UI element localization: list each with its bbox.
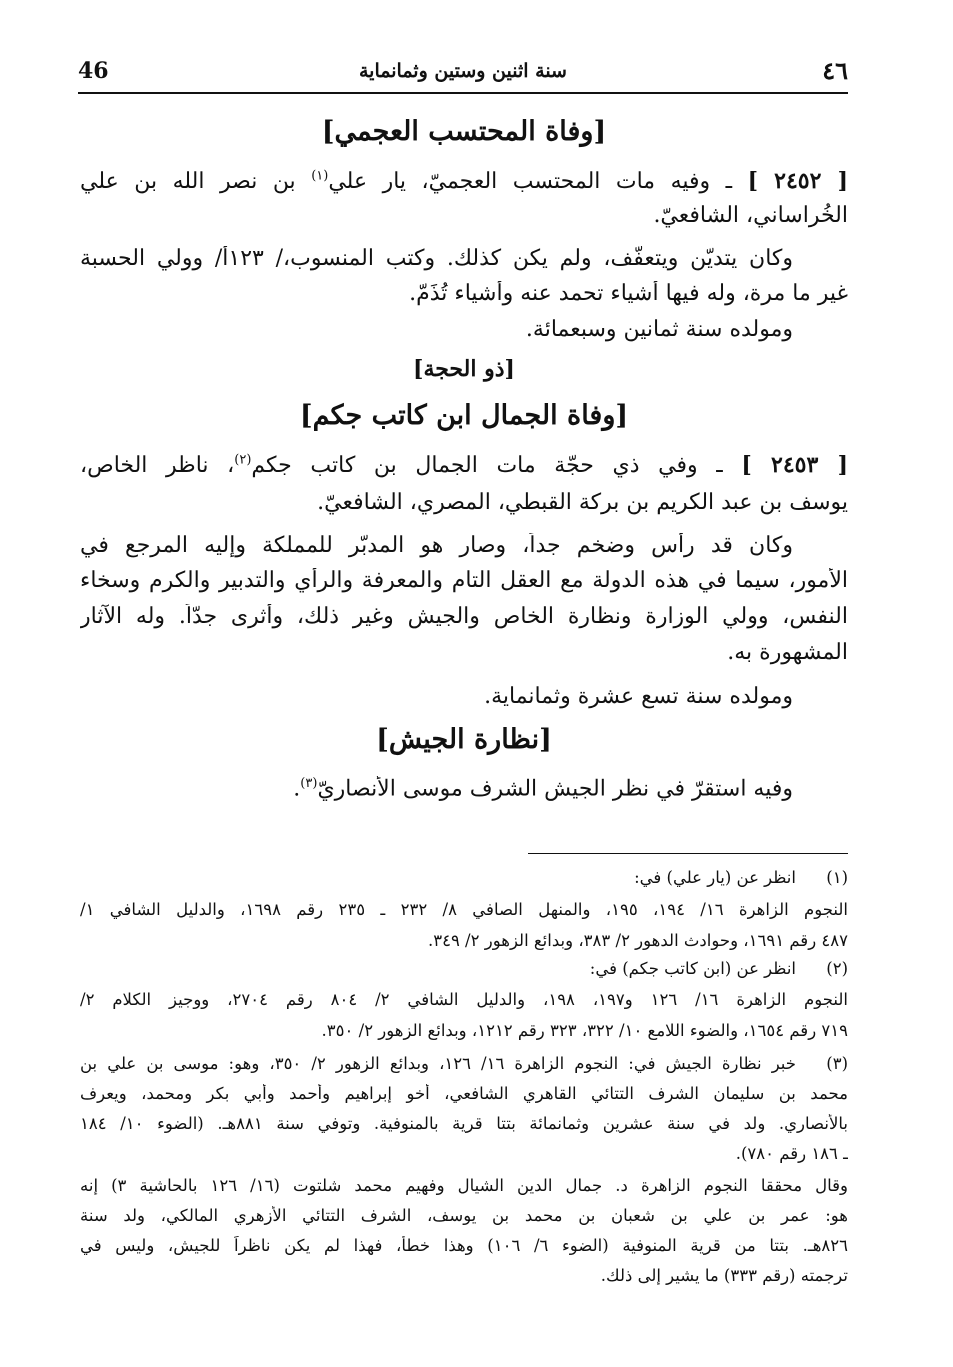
footnote-3-line-8: ترجمته (رقم ٣٣٣) ما يشير إلى ذلك.: [600, 1266, 848, 1285]
entry-2453-para-2-line-1: وكان قد رأس وضخم جداً، وصار هو المدبّر للمملكة وإليه المرجع في: [80, 533, 793, 558]
footnote-3-line-4: ـ ١٨٦ رقم ٧٨٠).: [735, 1144, 848, 1163]
footnote-3-line-5: وقال محققا النجوم الزاهرة د. جمال الدين الشيال وفهيم محمد شلتوت (١٦/ ١٢٦ بالحاشية ٣) إنه: [80, 1176, 848, 1195]
footnote-2-line-1: النجوم الزاهرة ١٦/ ١٢٦ و١٩٧، ١٩٨، والدليل الشافي ٢/ ٨٠٤ رقم ٢٧٠٤، ووجيز الكلام ٢/: [80, 990, 848, 1009]
page-number-arabic: ٤٦: [822, 56, 848, 85]
entry-number-2452: [ ٢٤٥٢ ]: [747, 168, 848, 194]
footnote-2-mark: (٢): [826, 959, 848, 978]
entry-2453-para-2-line-4: المشهورة به.: [727, 640, 848, 665]
heading-death-jamal: [وفاة الجمال ابن كاتب جكم]: [299, 400, 629, 431]
footnote-2-label: انظر عن (ابن كاتب جكم) في:: [589, 959, 796, 978]
footnote-1-line-1: النجوم الزاهرة ١٦/ ١٩٤، ١٩٥، والمنهل الصافي ٨/ ٢٣٢ ـ ٢٣٥ رقم ١٦٩٨، والدليل الشافي ١/: [80, 900, 848, 919]
entry-2453-text-b: ، ناظر الخاص،: [80, 453, 235, 478]
entry-2453-para-2-line-3: النفس، وولي الوزارة ونظارة الخاص والجيش وغير ذلك، وأثرى جدّاً. وله الآثار: [80, 604, 848, 629]
entry-2453-text-a: ـ وفي ذي حجّة مات الجمال بن كاتب جكم: [251, 453, 723, 478]
footnote-1-line-2: ٤٨٧ رقم ١٦٩١، وحوادث الدهور ٢/ ٣٨٣، وبدائع الزهور ٢/ ٣٤٩.: [427, 931, 848, 950]
army-entry-text-a: وفيه استقرّ في نظر الجيش الشرف موسى الأنصاريّ: [317, 776, 793, 802]
footnote-ref-2: (٢): [234, 452, 252, 468]
entry-2452-para-2-line-2: غير ما مرة، وله فيها أشياء تحمد عنه وأشياء تُذَمّ.: [409, 281, 848, 306]
heading-army-office: [نظارة الجيش]: [376, 724, 552, 755]
footnote-ref-1: (١): [311, 168, 329, 184]
footnote-3-line-7: ٨٢٦هـ. بتتا من قرية المنوفية (الضوء ٦/ ١٠٦) وهذا خطأ، فهذا لم يكن ناظراً للجيش، وليس في: [80, 1236, 848, 1255]
running-title: سنة اثنين وستين وثمانماية: [359, 60, 567, 82]
footnote-1-mark: (١): [826, 868, 848, 887]
entry-2452-para-2-line-1: وكان يتديّن ويتعفّف، ولم يكن كذلك. وكتب المنسوب،/ ١٢٣أ/ وولي الحسبة: [80, 246, 794, 271]
heading-dhu-al-hijja: [ذو الحجة]: [413, 356, 515, 382]
army-entry-line: [80, 776, 848, 801]
footnote-2-line-2: ٧١٩ رقم ١٦٥٤، والضوء اللامع ١٠/ ٣٢٢، ٣٢٣ رقم ١٢١٢، وبدائع الزهور ٢/ ٣٥٠.: [321, 1021, 848, 1040]
entry-2452-text-a: ـ وفيه مات المحتسب العجميّ، يار علي: [328, 169, 733, 194]
page-number-latin: 46: [78, 58, 109, 84]
entry-2453-line-1: [80, 452, 848, 478]
footnote-3-mark: (٣): [826, 1054, 848, 1073]
heading-death-muhtasib: [وفاة المحتسب العجمي]: [321, 116, 607, 147]
entry-2453-para-2-line-2: الأمور، سيما في هذه الدولة مع العقل التام والمعرفة والرأي والتدبير والكرم وسخاء: [80, 568, 848, 593]
running-header: [78, 52, 848, 92]
entry-number-2453: [ ٢٤٥٣ ]: [741, 452, 848, 478]
footnote-3-line-3: بالأنصاري. ولد في سنة عشرين وثمانمائة بتتا قرية بالمنوفية. وتوفي سنة ٨٨١هـ. (الضوء ١٠/ ١٨٤: [80, 1114, 848, 1133]
footnote-3-line-1: خبر نظارة الجيش في: النجوم الزاهرة ١٦/ ١٢٦، وبدائع الزهور ٢/ ٣٥٠، وهو: موسى بن علي بن: [80, 1054, 796, 1073]
entry-2452-line-1: [80, 168, 848, 194]
entry-2453-line-2: يوسف بن عبد الكريم بن بركة القبطي، المصري، الشافعيّ.: [317, 490, 848, 515]
footnote-rule: [528, 853, 848, 854]
footnote-3-line-6: هو: عمر بن علي بن شعبان بن محمد بن يوسف، الشرف التتائي الأزهري المالكي، ولد سنة: [80, 1206, 848, 1225]
entry-2452-para-3: ومولده سنة ثمانين وسبعمائة.: [525, 317, 793, 342]
entry-2452-text-b: بن نصر الله بن علي: [80, 169, 296, 194]
header-rule: [78, 92, 848, 94]
footnote-ref-3: (٣): [300, 776, 318, 791]
entry-2453-para-3: ومولده سنة تسع عشرة وثمانماية.: [484, 684, 793, 709]
footnote-1-label: انظر عن (يار علي) في:: [634, 868, 796, 887]
army-entry-text-b: .: [293, 776, 301, 802]
entry-2452-line-2: الخُراساني، الشافعيّ.: [653, 203, 848, 228]
footnote-3-line-2: محمد بن سليمان الشرف التتائي القاهري الشافعي، أخو إبراهيم وأحمد وأبي بكر ومحمد، ويعرف: [80, 1084, 848, 1103]
